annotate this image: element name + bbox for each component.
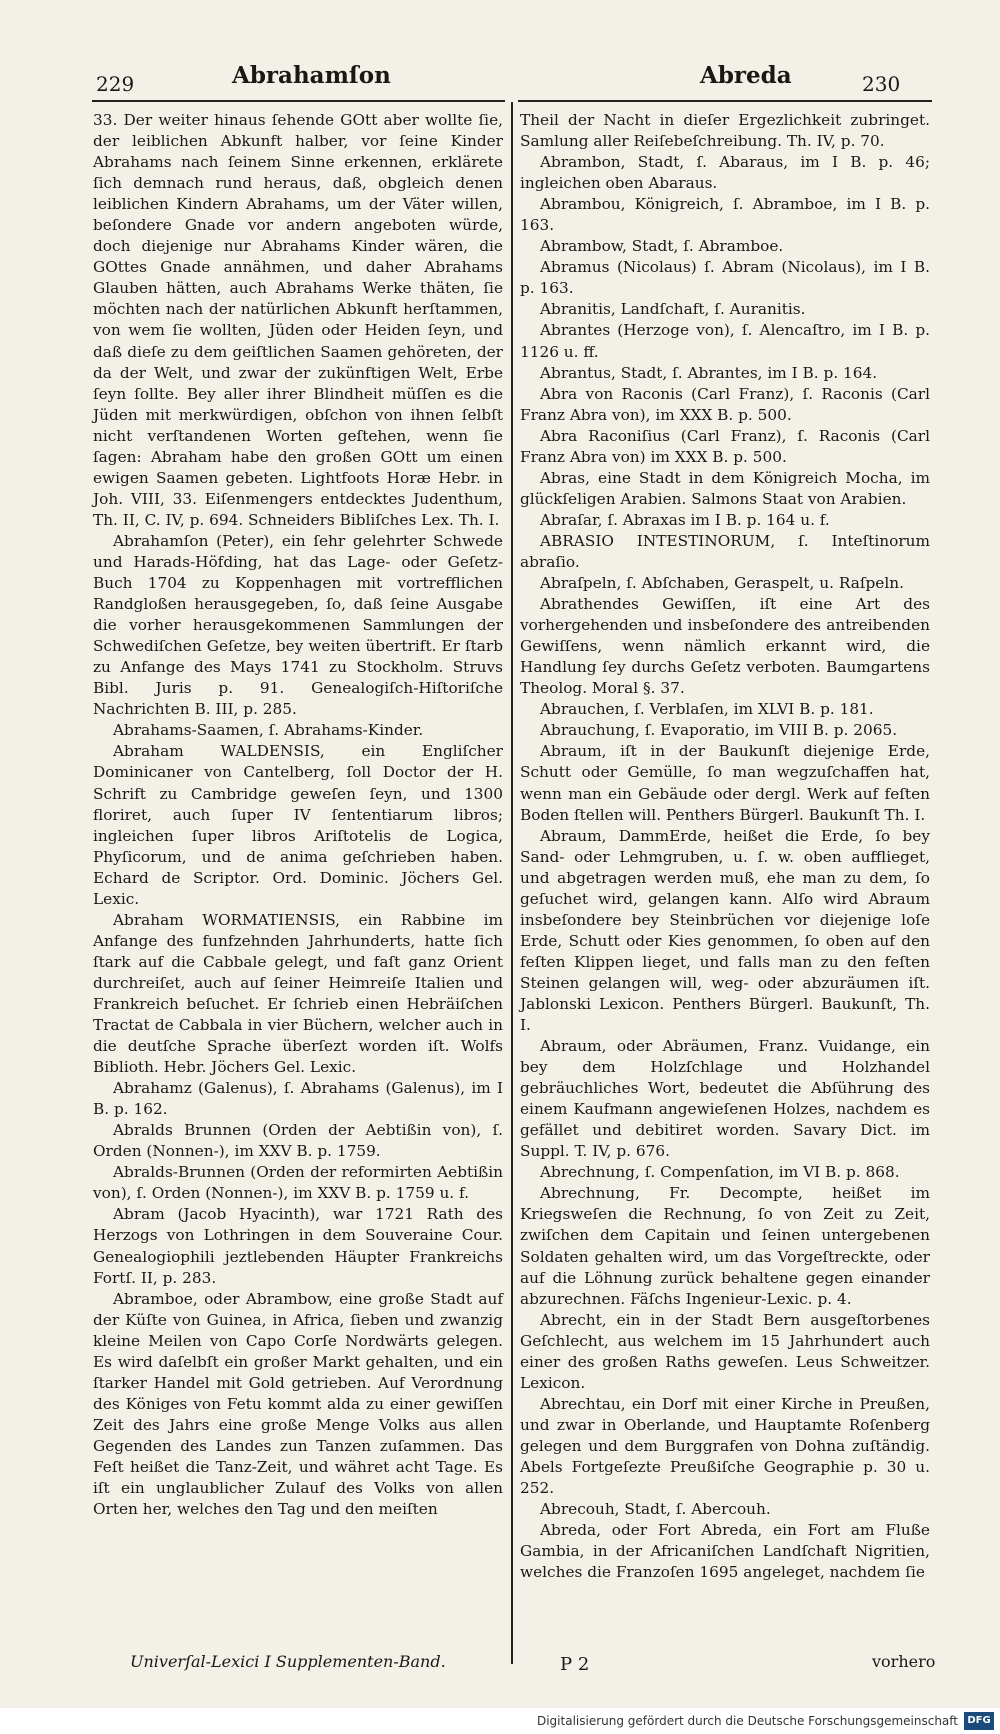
entry-abrambow: Abrambow, Stadt, ſ. Abramboe. bbox=[540, 237, 784, 256]
right-header-rule bbox=[518, 100, 932, 102]
entry-abraspeln: Abraſpeln, ſ. Abſchaben, Geraspelt, u. Raſpeln. bbox=[540, 574, 904, 593]
dfg-logo: DFG bbox=[964, 1712, 994, 1730]
left-page-number: 229 bbox=[96, 72, 135, 96]
entry-abrechnung: Abrechnung, ſ. Compenſation, im VI B. p. 868. bbox=[540, 1163, 900, 1182]
entry-abranitis: Abranitis, Landſchaft, ſ. Auranitis. bbox=[540, 300, 806, 319]
right-running-head: Abreda bbox=[700, 62, 792, 89]
entry-abrasar: Abraſar, ſ. Abraxas im I B. p. 164 u. f. bbox=[540, 510, 830, 529]
entry-abrambou: Abrambou, Königreich, ſ. Abramboe, im I B. p. 163. bbox=[520, 195, 930, 235]
left-running-head: Abrahamſon bbox=[232, 62, 391, 89]
entry-abraum-vuidange: Abraum, oder Abräumen, Franz. Vuidange, ein bey dem Holzſchlage und Holzhandel gebräuchliches Wort, bedeutet die Abſührung des einem Kaufmann angewieſenen Holzes, nachdem es gefället und debitiret worden. Savary Dict. im Suppl. T. IV, p. 676. bbox=[520, 1037, 930, 1161]
entry-abrantus: Abrantus, Stadt, ſ. Abrantes, im I B. p. 164. bbox=[540, 363, 878, 382]
right-column bbox=[520, 110, 930, 1583]
footer-catchword: vorhero bbox=[872, 1652, 936, 1671]
entry-abraham-waldensis: Abraham WALDENSIS, ein Engliſcher Dominicaner von Cantelberg, ſoll Doctor der H. Schrift zu Cambridge geweſen ſeyn, und 1300 floriret, auch ſuper IV ſententiarum libros; ingleichen ſuper libros Ariſtotelis de Logica, Phyſicorum, und de anima geſchrieben haben. Echard de Scriptor. Ord. Dominic. Jöchers Gel. Lexic. bbox=[93, 742, 503, 908]
entry-abrantes: Abrantes (Herzoge von), ſ. Alencaſtro, im I B. p. 1126 u. ff. bbox=[520, 321, 930, 361]
left-header-rule bbox=[92, 100, 505, 102]
entry-abralds-brunnen: Abralds Brunnen (Orden der Aebtißin von), ſ. Orden (Nonnen-), im XXV B. p. 1759. bbox=[93, 1121, 503, 1161]
entry-abrahamson: Abrahamſon (Peter), ein ſehr gelehrter Schwede und Harads-Höfding, hat das Lage- oder Geſetz-Buch 1704 zu Koppenhagen mit vortrefflichen Randgloßen herausgegeben, ſo, daß ſeine Ausgabe die vorher herausgekommenen Sammlungen der Schwediſchen Geſetze, bey weiten übertrift. Er ſtarb zu Anfange des Mays 1741 zu Stockholm. Struvs Bibl. Juris p. 91. Genealogiſch-Hiſtoriſche Nachrichten B. III, p. 285. bbox=[93, 531, 503, 719]
entry-abraum-dammerde: Abraum, DammErde, heißet die Erde, ſo bey Sand- oder Lehmgruben, u. ſ. w. oben aufflieget, und abgetragen werden muß, ehe man zu dem, ſo geſuchet wird, gelangen kann. Alſo wird Abraum insbeſondere bey Steinbrüchen vor diejenige loſe Erde, Schutt oder Kies genommen, ſo oben auf den feſten Klippen lieget, und falls man zu den feſten Steinen gelangen will, weg- oder abzuräumen iſt. Jablonski Lexicon. Penthers Bürgerl. Baukunſt, Th. I. bbox=[520, 826, 930, 1035]
entry-abralds-brunnen-reformirt: Abralds-Brunnen (Orden der reformirten Aebtißin von), ſ. Orden (Nonnen-), im XXV B. p. 1759 u. f. bbox=[93, 1163, 503, 1203]
credit-text: Digitalisierung gefördert durch die Deutsche Forschungsgemeinschaft bbox=[536, 1714, 958, 1728]
entry-abrahams-saamen: Abrahams-Saamen, ſ. Abrahams-Kinder. bbox=[113, 721, 424, 740]
entry-continuation: Theil der Nacht in dieſer Ergezlichkeit zubringet. Samlung aller Reiſebeſchreibung. Th. IV, p. 70. bbox=[520, 111, 930, 151]
entry-abramus: Abramus (Nicolaus) ſ. Abram (Nicolaus), im I B. p. 163. bbox=[520, 258, 930, 298]
column-divider bbox=[511, 102, 513, 1664]
entry-abramboe: Abramboe, oder Abrambow, eine große Stadt auf der Küſte von Guinea, in Africa, ſieben und zwanzig kleine Meilen von Capo Corſe Nordwärts gelegen. Es wird daſelbſt ein großer Markt gehalten, und ein ſtarker Handel mit Gold getrieben. Auf Verordnung des Königes von Fetu kommt alda zu einer gewiſſen Zeit des Jahrs eine große Menge Volks aus allen Gegenden des Landes zun Tanzen zuſammen. Das Feſt heißet die Tanz-Zeit, und währet acht Tage. Es iſt ein unglaublicher Zulauf des Volks von allen Orten her, welches den Tag und den meiſten bbox=[93, 1289, 503, 1519]
entry-abrechnung-decompte: Abrechnung, Fr. Decompte, heißet im Kriegsweſen die Rechnung, ſo von Zeit zu Zeit, zwiſchen dem Capitain und ſeinen untergebenen Soldaten gehalten wird, um das Vorgeſtreckte, oder auf die Löhnung zurück behaltene gegen einander abzurechnen. Fäſchs Ingenieur-Lexic. p. 4. bbox=[520, 1184, 930, 1308]
footer-signature-mark: P 2 bbox=[560, 1654, 590, 1675]
entry-abrechtau: Abrechtau, ein Dorf mit einer Kirche in Preußen, und zwar in Oberlande, und Hauptamte Roſenberg gelegen und dem Burggrafen von Dohna zuſtändig. Abels Fortgeſezte Preußiſche Geographie p. 30 u. 252. bbox=[520, 1394, 930, 1498]
entry-abrauchung: Abrauchung, ſ. Evaporatio, im VIII B. p. 2065. bbox=[540, 721, 898, 740]
entry-abra-raconisius: Abra Raconiſius (Carl Franz), ſ. Raconis (Carl Franz Abra von) im XXX B. p. 500. bbox=[520, 426, 930, 466]
right-page-number: 230 bbox=[862, 72, 901, 96]
entry-abreda: Abreda, oder Fort Abreda, ein Fort am Fluße Gambia, in der Africaniſchen Landſchaft Nigritien, welches die Franzoſen 1695 angeleget, nachdem ſie bbox=[520, 1521, 930, 1582]
left-column bbox=[93, 110, 503, 1520]
entry-abrahamz: Abrahamz (Galenus), ſ. Abrahams (Galenus), im I B. p. 162. bbox=[93, 1079, 503, 1119]
entry-abrasio: ABRASIO INTESTINORUM, ſ. Inteſtinorum abraſio. bbox=[520, 531, 930, 571]
digitization-credit-bar bbox=[0, 1708, 1000, 1734]
entry-abra-von-raconis: Abra von Raconis (Carl Franz), ſ. Raconis (Carl Franz Abra von), im XXX B. p. 500. bbox=[520, 384, 930, 424]
footer-series-title: Univerſal-Lexici I Supplementen-Band. bbox=[130, 1652, 446, 1671]
entry-continuation: 33. Der weiter hinaus ſehende GOtt aber wollte ſie, der leiblichen Abkunft halber, vor ſeine Kinder Abrahams nach ſeinem Sinne erkennen, erklärete ſich demnach rund heraus, daß, obgleich denen leiblichen Kindern Abrahams, um der Väter willen, beſondere Gnade vor andern angeboten würde, doch diejenige nur Abrahams Kinder wären, die GOttes Gnade annähmen, und daher Abrahams Glauben hätten, auch Abrahams Werke thäten, ſie möchten nach der natürlichen Abkunft herſtammen, von wem ſie wollten, Jüden oder Heiden ſeyn, und daß dieſe zu dem geiſtlichen Saamen gehöreten, der da der Welt, und zwar der zukünftigen Welt, Erbe ſeyn ſollte. Bey aller ihrer Blindheit müſſen es die Jüden mit merkwürdigen, obſchon von ihnen ſelbſt nicht verſtandenen Worten geſtehen, wenn ſie ſagen: Abraham habe den großen GOtt um einen ewigen Saamen gebeten. Lightfoots Horæ Hebr. in Joh. VIII, 33. Eiſenmengers entdecktes Judenthum, Th. II, C. IV, p. 694. Schneiders Bibliſches Lex. Th. I. bbox=[93, 111, 503, 529]
entry-abrauchen: Abrauchen, ſ. Verblaſen, im XLVI B. p. 181. bbox=[540, 700, 874, 719]
entry-abrecouh: Abrecouh, Stadt, ſ. Abercouh. bbox=[540, 1500, 771, 1519]
entry-abrathendes-gewissen: Abrathendes Gewiſſen, iſt eine Art des vorhergehenden und insbeſondere des antreibenden Gewiſſens, wenn nämlich erkannt wird, die Handlung ſey durchs Geſetz verboten. Baumgartens Theolog. Moral §. 37. bbox=[520, 595, 930, 698]
entry-abram: Abram (Jacob Hyacinth), war 1721 Rath des Herzogs von Lothringen in dem Souveraine Cour. Genealogiophili jeztlebenden Häupter Frankreichs Fortſ. II, p. 283. bbox=[93, 1205, 503, 1287]
entry-abrambon: Abrambon, Stadt, ſ. Abaraus, im I B. p. 46; ingleichen oben Abaraus. bbox=[520, 153, 930, 193]
entry-abraum-baukunst: Abraum, iſt in der Baukunſt diejenige Erde, Schutt oder Gemülle, ſo man wegzuſchaffen hat, wenn man ein Gebäude oder dergl. Werk auf feſten Boden ſtellen will. Penthers Bürgerl. Baukunſt Th. I. bbox=[520, 742, 930, 824]
entry-abraham-wormatiensis: Abraham WORMATIENSIS, ein Rabbine im Anfange des funfzehnden Jahrhunderts, hatte ſich ſtark auf die Cabbale gelegt, und faſt ganz Orient durchreiſet, auch auf ſeiner Heimreiſe Italien und Frankreich beſuchet. Er ſchrieb einen Hebräiſchen Tractat de Cabbala in vier Büchern, welcher auch in die deutſche Sprache überſezt worden iſt. Wolfs Biblioth. Hebr. Jöchers Gel. Lexic. bbox=[93, 910, 503, 1077]
entry-abrecht: Abrecht, ein in der Stadt Bern ausgeſtorbenes Geſchlecht, aus welchem im 15 Jahrhundert auch einer des großen Raths geweſen. Leus Schweitzer. Lexicon. bbox=[520, 1310, 930, 1392]
entry-abras: Abras, eine Stadt in dem Königreich Mocha, im glückſeligen Arabien. Salmons Staat von Arabien. bbox=[520, 468, 930, 508]
